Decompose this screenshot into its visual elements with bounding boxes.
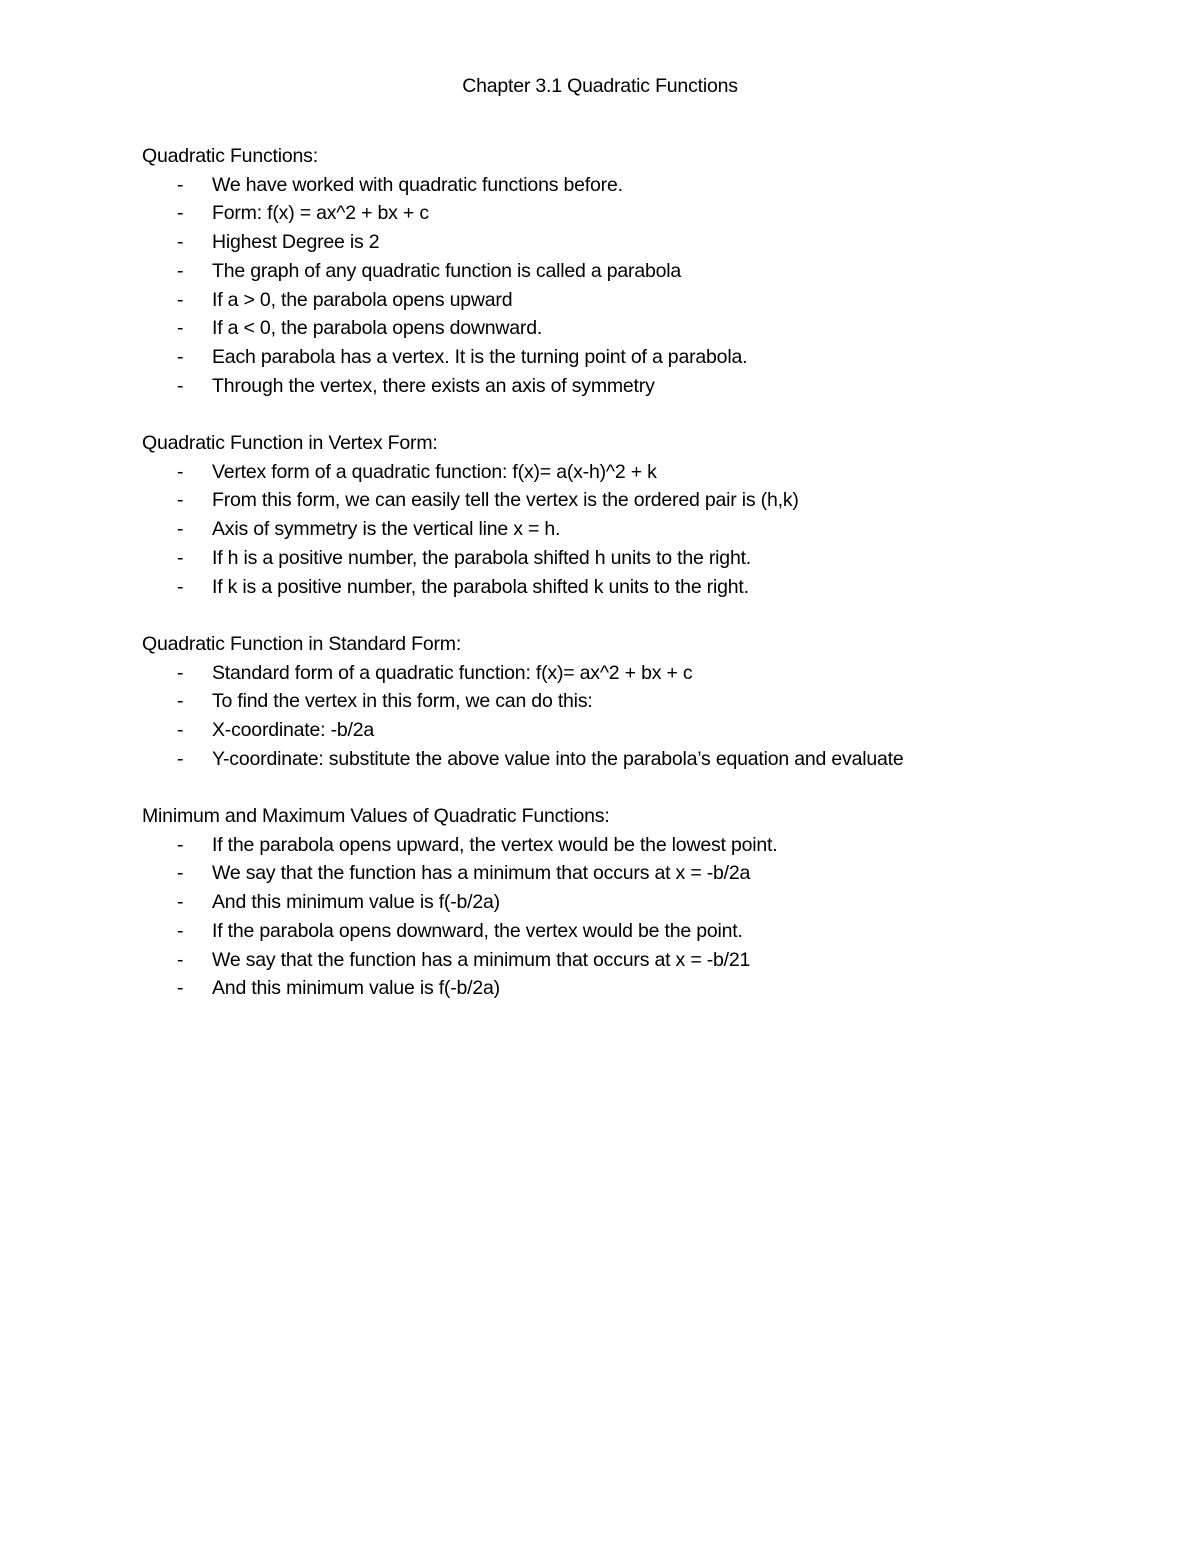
list-item-text: The graph of any quadratic function is called a parabola xyxy=(212,259,682,282)
section-heading: Quadratic Function in Vertex Form: xyxy=(142,432,438,454)
list-item xyxy=(142,544,1152,573)
section-heading: Quadratic Functions: xyxy=(142,145,318,167)
list-item xyxy=(142,659,1152,688)
list-item-text: Y-coordinate: substitute the above value into the parabola’s equation and evaluate xyxy=(212,747,904,770)
list-item-text: X-coordinate: -b/2a xyxy=(212,719,375,742)
list-item xyxy=(142,343,1152,372)
list-item xyxy=(142,745,1152,774)
list-item-text: We say that the function has a minimum that occurs at x = -b/2a xyxy=(212,862,751,885)
list-item xyxy=(142,314,1152,343)
list-item xyxy=(142,917,1152,946)
list-item xyxy=(142,573,1152,602)
bullet-list xyxy=(142,659,1152,774)
bullet-dash: - xyxy=(177,891,184,914)
list-item xyxy=(142,716,1152,745)
bullet-dash: - xyxy=(177,690,184,713)
list-item-text: If k is a positive number, the parabola shifted k units to the right. xyxy=(212,575,749,598)
list-item xyxy=(142,372,1152,401)
list-item-text: Through the vertex, there exists an axis of symmetry xyxy=(212,374,655,397)
list-item-text: Vertex form of a quadratic function: f(x)= a(x-h)^2 + k xyxy=(212,460,657,483)
section-standard-form xyxy=(142,630,1152,774)
list-item-text: And this minimum value is f(-b/2a) xyxy=(212,891,500,914)
bullet-dash: - xyxy=(177,862,184,885)
bullet-dash: - xyxy=(177,460,184,483)
list-item-text: And this minimum value is f(-b/2a) xyxy=(212,977,500,1000)
bullet-list xyxy=(142,171,1152,401)
bullet-dash: - xyxy=(177,202,184,225)
list-item xyxy=(142,199,1152,228)
bullet-dash: - xyxy=(177,546,184,569)
bullet-dash: - xyxy=(177,374,184,397)
list-item xyxy=(142,458,1152,487)
list-item xyxy=(142,171,1152,200)
bullet-dash: - xyxy=(177,575,184,598)
section-heading: Minimum and Maximum Values of Quadratic Functions: xyxy=(142,805,610,827)
list-item-text: We say that the function has a minimum that occurs at x = -b/21 xyxy=(212,948,751,971)
list-item-text: To find the vertex in this form, we can do this: xyxy=(212,690,593,713)
list-item-text: If a < 0, the parabola opens downward. xyxy=(212,317,543,340)
section-vertex-form xyxy=(142,429,1152,601)
list-item xyxy=(142,228,1152,257)
bullet-dash: - xyxy=(177,661,184,684)
list-item-text: If h is a positive number, the parabola shifted h units to the right. xyxy=(212,546,752,569)
bullet-dash: - xyxy=(177,259,184,282)
list-item-text: If the parabola opens upward, the vertex would be the lowest point. xyxy=(212,833,778,856)
bullet-dash: - xyxy=(177,317,184,340)
bullet-dash: - xyxy=(177,489,184,512)
bullet-dash: - xyxy=(177,288,184,311)
bullet-dash: - xyxy=(177,173,184,196)
list-item xyxy=(142,974,1152,1003)
list-item xyxy=(142,257,1152,286)
bullet-dash: - xyxy=(177,231,184,254)
bullet-dash: - xyxy=(177,919,184,942)
section-heading: Quadratic Function in Standard Form: xyxy=(142,633,462,655)
bullet-dash: - xyxy=(177,719,184,742)
list-item-text: Each parabola has a vertex. It is the turning point of a parabola. xyxy=(212,345,748,368)
list-item xyxy=(142,888,1152,917)
bullet-list xyxy=(142,458,1152,602)
bullet-dash: - xyxy=(177,518,184,541)
document-title: Chapter 3.1 Quadratic Functions xyxy=(462,75,738,97)
list-item-text: Highest Degree is 2 xyxy=(212,231,380,254)
list-item-text: Form: f(x) = ax^2 + bx + c xyxy=(212,202,429,225)
list-item xyxy=(142,486,1152,515)
list-item-text: From this form, we can easily tell the vertex is the ordered pair is (h,k) xyxy=(212,489,799,512)
bullet-dash: - xyxy=(177,948,184,971)
list-item xyxy=(142,687,1152,716)
list-item xyxy=(142,286,1152,315)
list-item xyxy=(142,831,1152,860)
list-item-text: If the parabola opens downward, the vertex would be the point. xyxy=(212,919,743,942)
bullet-dash: - xyxy=(177,747,184,770)
list-item-text: Axis of symmetry is the vertical line x = h. xyxy=(212,518,561,541)
list-item-text: We have worked with quadratic functions before. xyxy=(212,173,623,196)
bullet-dash: - xyxy=(177,345,184,368)
bullet-dash: - xyxy=(177,977,184,1000)
list-item xyxy=(142,946,1152,975)
list-item xyxy=(142,859,1152,888)
list-item-text: Standard form of a quadratic function: f(x)= ax^2 + bx + c xyxy=(212,661,693,684)
list-item-text: If a > 0, the parabola opens upward xyxy=(212,288,513,311)
bullet-dash: - xyxy=(177,833,184,856)
list-item xyxy=(142,515,1152,544)
section-min-max-values xyxy=(142,802,1152,1003)
section-quadratic-functions xyxy=(142,142,1152,400)
bullet-list xyxy=(142,831,1152,1003)
